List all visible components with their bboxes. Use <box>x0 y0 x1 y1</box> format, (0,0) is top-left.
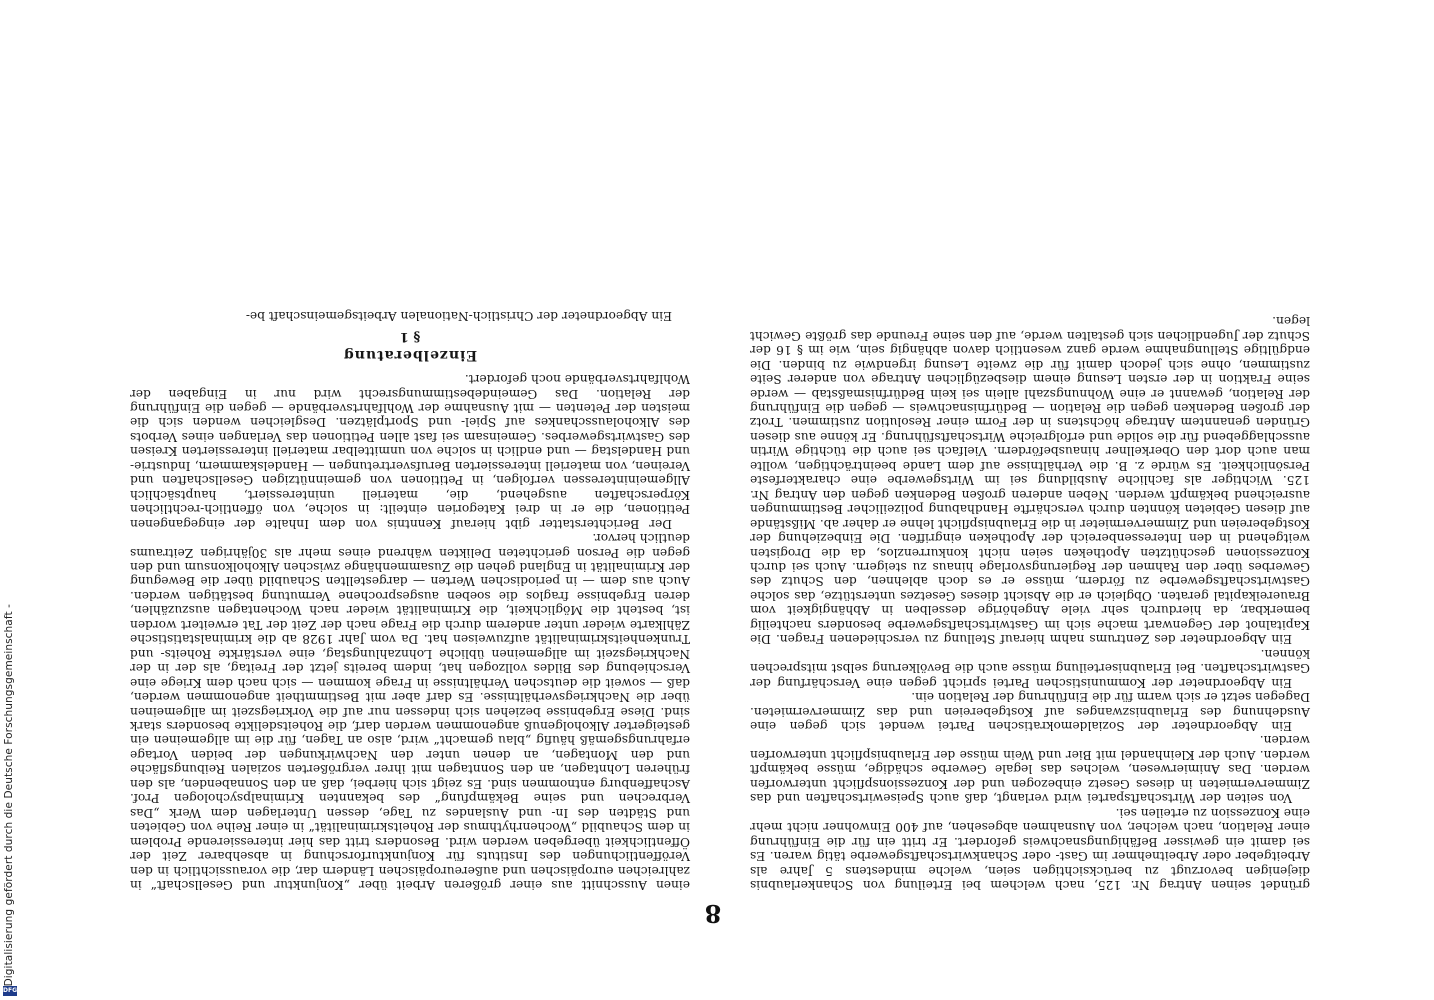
right-paragraph: Der Berichterstatter gibt hierauf Kenntnis von dem Inhalte der eingegangenen Petitionen, die er in drei Kategorien einteilt: in solche, von öffentlich-rechtlichen Körperschaften ausgehend, die, materiell uninteressiert, hauptsächlich Allgemeininteressen verfolgen, in Petitionen von gemeinnützigen Gesellschaften und Vereinen, von materiell interessierten Berufsvertretungen — Handelskammern, Industrie- und Handelstag — und endlich in solche von unmittelbar materiell interessierten Kreisen des Gastwirtsgewerbes. Gemeinsam sei fast allen Petitionen das Verlangen eines Verbots des Alkoholausschankes auf Spiel- und Sportplätzen. Desgleichen wenden sich die meisten der Petenten — mit Ausnahme der Wohlfahrtsverbände — gegen die Einführung der Relation. Das Gemeindebestimmungsrecht wird nur in Eingaben der Wohlfahrtsverbände noch gefordert. <box>130 372 690 531</box>
scanned-page <box>130 88 1310 928</box>
left-paragraph: Von seiten der Wirtschaftspartei wird verlangt, daß auch Speisewirtschaften und das Zimmervermieten in dieses Gesetz einbezogen und der Konzessionspflicht unterworfen werden. Das Animierwesen, welches das legale Gewerbe schädige, müsse bekämpft werden. Auch der Kleinhandel mit Bier und Wein müsse der Erlaubnispflicht unterworfen werden. <box>750 733 1310 806</box>
digitization-credit-strip <box>0 0 22 1000</box>
closing-paragraph: Ein Abgeordneter der Christlich-Nationalen Arbeitsgemeinschaft be- <box>245 308 672 323</box>
digitization-credit-text: Digitalisierung gefördert durch die Deutsche Forschungsgemeinschaft - <box>3 603 15 986</box>
right-text-column <box>130 308 690 892</box>
dfg-logo-icon: DFG <box>3 987 18 994</box>
left-paragraph: Ein Abgeordneter des Zentrums nahm hierauf Stellung zu verschiedenen Fragen. Die Kapitalnot der Gegenwart mache sich im Gastwirtschaftsgewerbe besonders nachteilig bemerkbar, da hierdurch sehr viele Angehörige desselben in Abhängigkeit vom Brauereikapital geraten. Obgleich er die Absicht dieses Gesetzes unterstütze, das solche Gastwirtschaftsgewerbe zu fördern, müsse er es doch ablehnen, den Schutz des Gewerbes über den Rahmen der Regierungsvorlage hinaus zu steigern. Auch sei durch Konzessionen geschützten Apotheken seien nicht konkurrenzlos, da die Drogisten weitgehend in den Interessenbereich der Apotheken eingriffen. Die Einbeziehung der Kostgebereien und Zimmervermieter in die Erlaubnispflicht lehne er daher ab. Mißstände auf diesen Gebieten könnten durch verschärfte Handhabung polizeilicher Bestimmungen ausreichend bekämpft werden. Neben anderen großen Bedenken gegen den Antrag Nr. 125. Wichtiger als fachliche Ausbildung sei im Wirtsgewerbe eine charakterfeste Persönlichkeit. Es würde z. B. die Verhältnisse auf dem Lande beeinträchtigen, wollte man auch dort den Oberkellner hinausbefördern. Vielfach sei auch die tüchtige Wirtin ausschlaggebend für die solide und erfolgreiche Wirtschaftsführung. Er könne aus diesen Gründen genanntem Antrage höchstens in der Form einer Resolution zustimmen. Trotz der großen Bedenken gegen die Relation — Bedürfnisnachweis — gegen die Einführung der Relation, gewannt er eine Wohnungszahl allein sei kein Bedürfnismaßstab — werde seine Fraktion in der ersten Lesung einem diesbezüglichen Antrage von anderer Seite zustimmen, ohne sich jedoch damit für die zweite Lesung irgendwie zu binden. Die endgültige Stellungnahme werde ganz wesentlich davon abhängig sein, wie im § 16 der Schutz der Jugendlichen sich gestalten werde, auf den seine Freunde das größte Gewicht legen. <box>750 314 1310 647</box>
page-number: 8 <box>704 899 722 928</box>
section-number: § 1 <box>399 329 421 345</box>
left-paragraph: Ein Abgeordneter der Sozialdemokratischen Partei wendet sich gegen eine Ausdehnung des Erlaubniszwanges auf Kostgebereien und das Zimmervermieten. Dagegen setzt er sich warm für die Einführung der Relation ein. <box>750 690 1310 734</box>
left-text-column <box>750 314 1310 892</box>
left-paragraph: Ein Abgeordneter der Kommunistischen Partei spricht gegen eine Verschärfung der Gastwirtschaften. Bei Erlaubniserteilung müsse auch die Bevölkerung selbst mitsprechen können. <box>750 646 1310 690</box>
section-heading: Einzelberatung <box>342 346 478 363</box>
right-paragraph: einen Ausschnitt aus einer größeren Arbeit über „Konjunktur und Gesellschaft“ in zahlreichen europäischen und außereuropäischen Ländern dar, die voraussichtlich in den Veröffentlichungen des Instituts für Konjunkturforschung in absehbarer Zeit der Öffentlichkeit übergeben werden wird. Besonders tritt das hier interessierende Problem in dem Schaubild „Wochenrhythmus der Roheitskriminalität“ in einer Reihe von Gebieten und Städten des In- und Auslandes zu Tage, dessen Unterlagen dem Werk „Das Verbrechen und seine Bekämpfung“ des bekannten Kriminalpsychologen Prof. Aschaffenburg entnommen sind. Es zeigt sich hierbei, daß an den Sonnabenden, als den früheren Lohntagen, an den Sonntagen mit ihrer vergrößerten sozialen Reibungsfläche und den Montagen, an denen unter den Nachwirkungen der beiden Vortage erfahrungsgemäß häufig „blau gemacht“ wird, also an Tagen, für die im allgemeinen ein gesteigerter Alkoholgenuß angenommen werden darf, die Roheitsdelikte besonders stark sind. Diese Ergebnisse beziehen sich indessen nur auf die Vorkriegszeit im allgemeinen über die Nachkriegsverhältnisse. Es darf aber mit Bestimmtheit angenommen werden, daß — soweit die deutschen Verhältnisse in Frage kommen — sich nach dem Kriege eine Verschiebung des Bildes vollzogen hat, indem bereits jetzt der Freitag, als der in der Nachkriegszeit im allgemeinen übliche Lohnzahlungstag, eine verstärkte Roheits- und Trunkenheitskriminalität aufzuweisen hat. Da vom Jahr 1928 ab die kriminalstatistische Zählkarte wieder unter anderem durch die Frage nach der Zeit der Tat erweitert worden ist, besteht die Möglichkeit, die Kriminalität wieder nach Wochentagen auszuzählen, deren Ergebnisse fraglos die soeben ausgesprochene Vermutung bestätigen werden. Auch aus dem — in periodischen Werten — dargestellten Schaubild über die Bewegung der Kriminalität in England gehen die Zusammenhänge zwischen Alkoholkonsum und den gegen die Person gerichteten Delikten während eines mehr als 30jährigen Zeitraums deutlich hervor. <box>130 531 690 892</box>
left-paragraph: gründet seinen Antrag Nr. 125, nach welchem bei Erteilung von Schankerlaubnis diejenigen bevorzugt zu berücksichtigen seien, welche mindestens 5 Jahre als Arbeitgeber oder Arbeitnehmer im Gast- oder Schankwirtschaftsgewerbe tätig waren. Es sei damit ein gewisser Befähigungsnachweis gefordert. Er tritt ein für die Einführung einer Relation, nach welcher, von Ausnahmen abgesehen, auf 400 Einwohner nicht mehr eine Konzession zu erteilen sei. <box>750 805 1310 892</box>
